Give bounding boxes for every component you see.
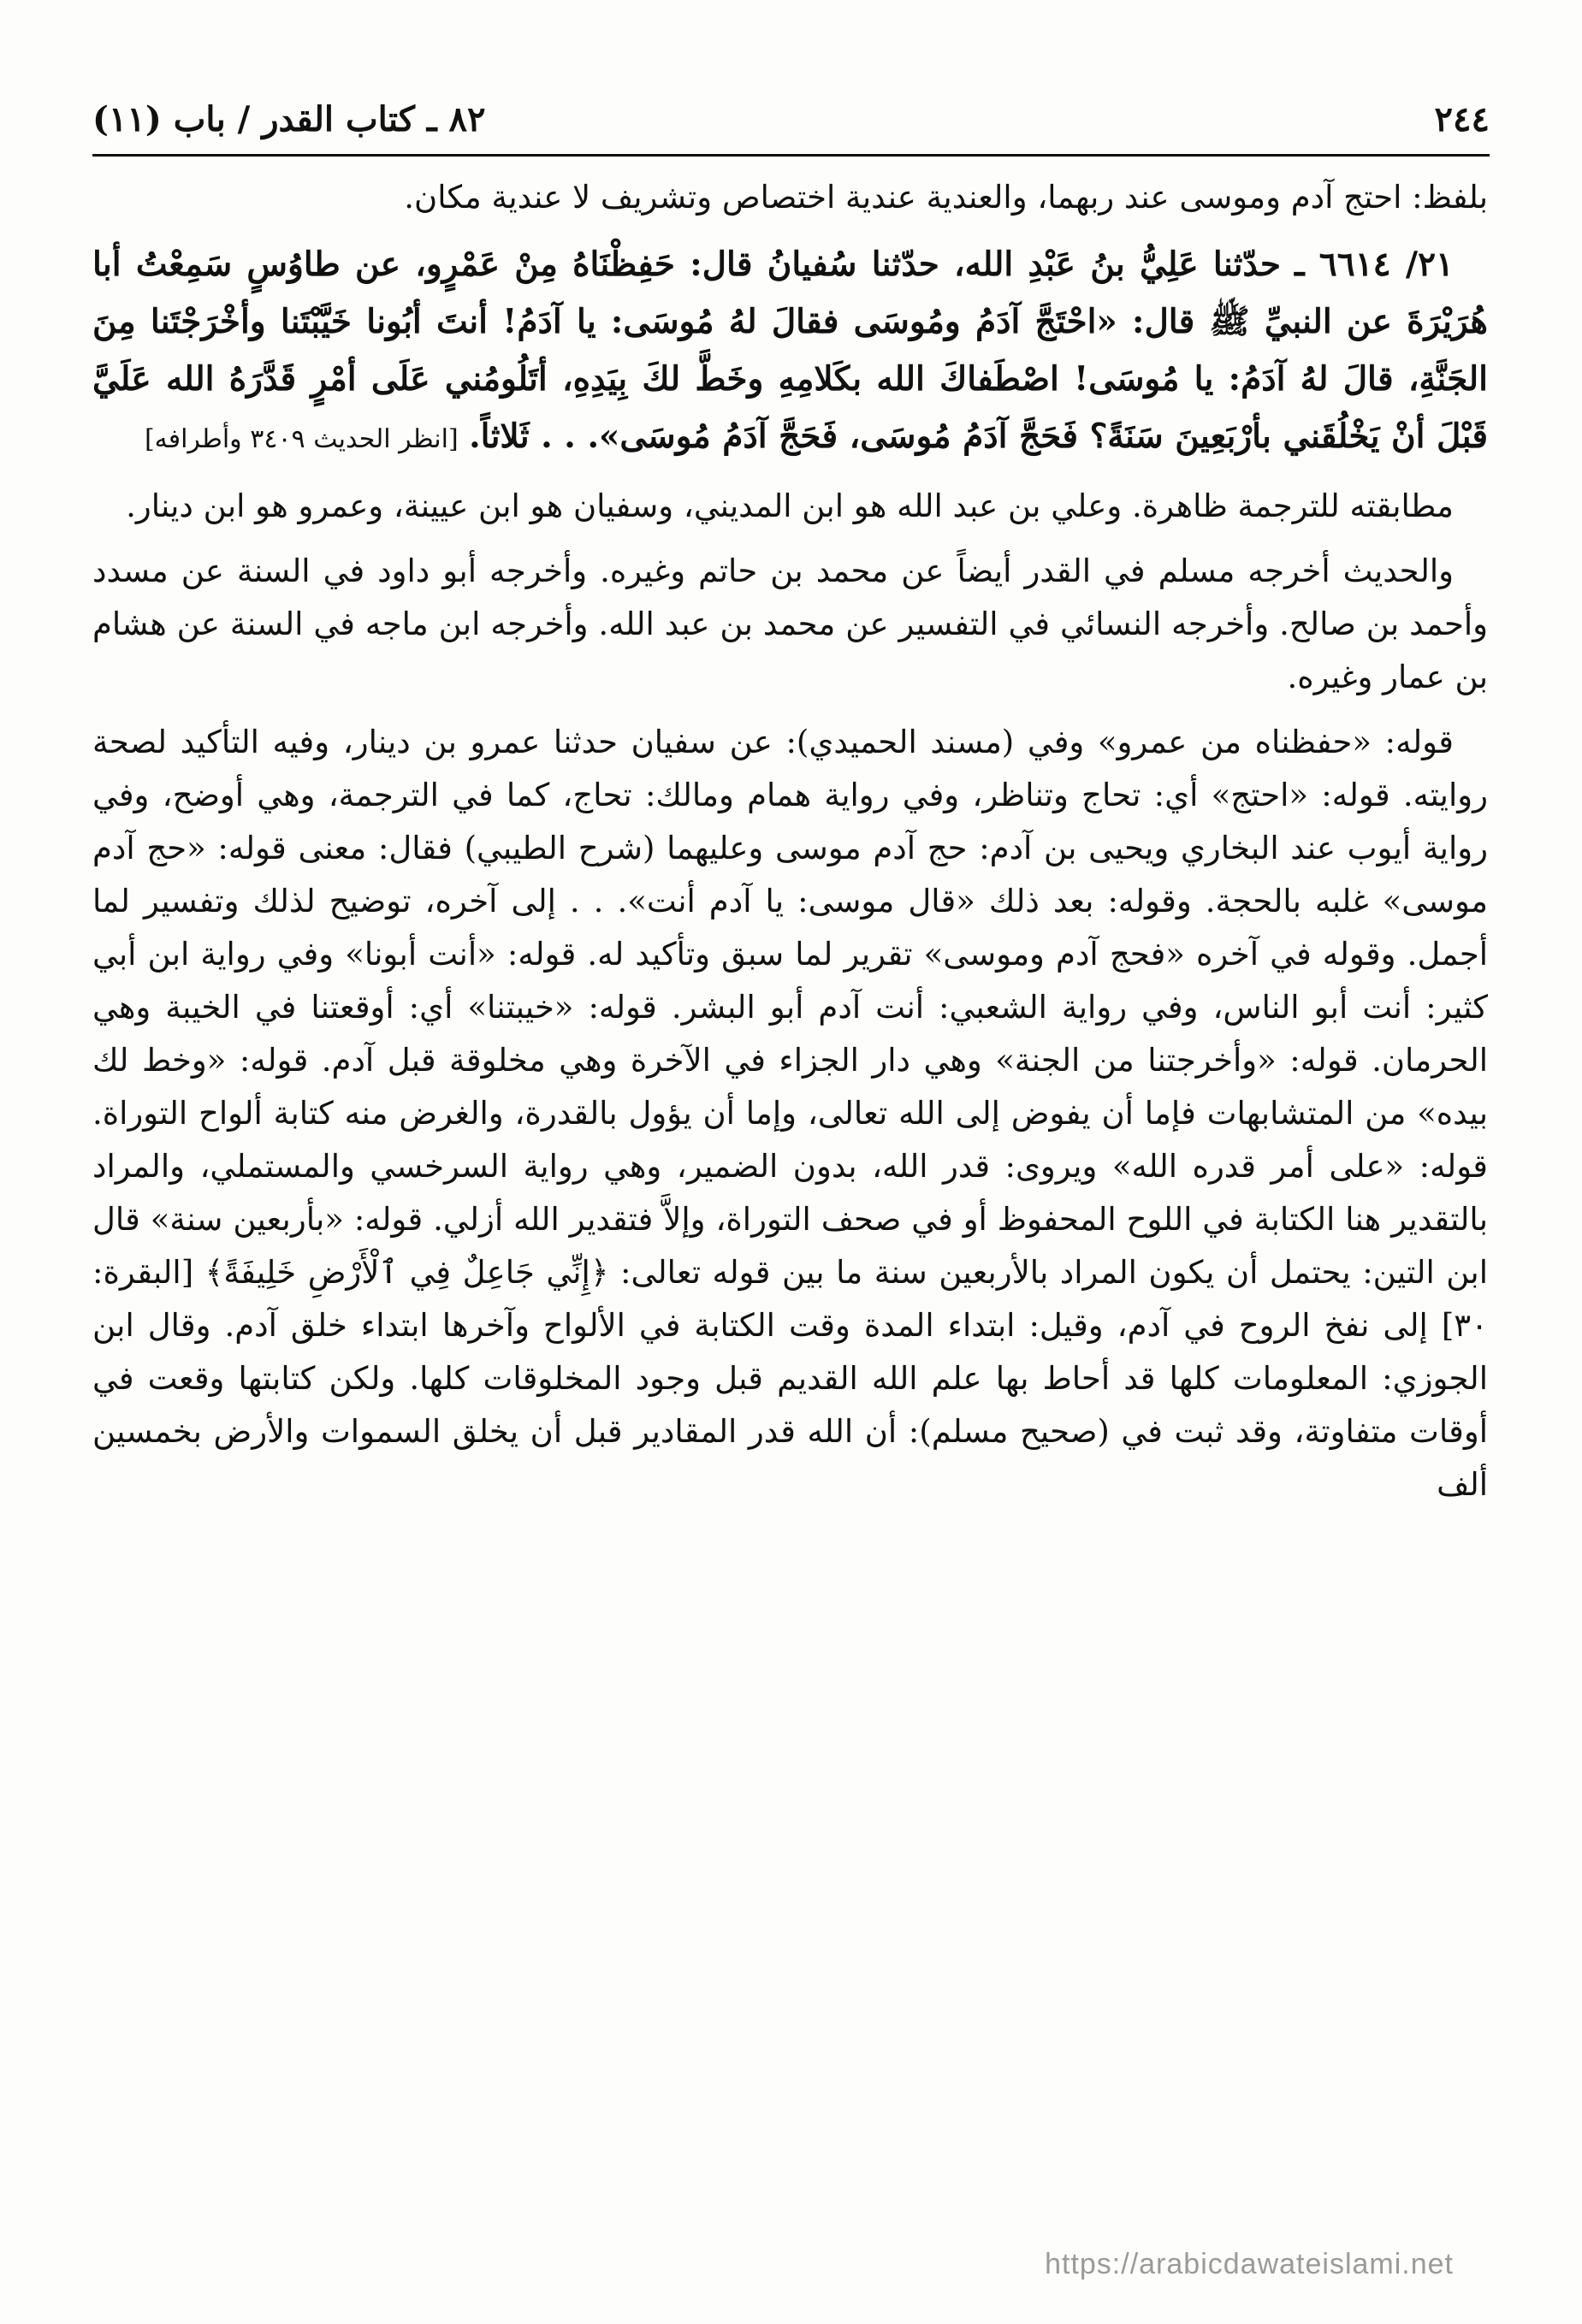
hadith-text: حدّثنا عَلِيُّ بنُ عَبْدِ الله، حدّثنا سُفيانُ قال: حَفِظْنَاهُ مِنْ عَمْرٍو، عن طاوُسٍ سَمِعْتُ أبا هُرَيْرَةَ عن النبيِّ ﷺ قال: «احْتَجَّ آدَمُ ومُوسَى فقالَ لهُ مُوسَى: يا آدَمُ! أنتَ أبُونا خَيَّبْتَنا وأخْرَجْتَنا مِنَ الجَنَّةِ، قالَ لهُ آدَمُ: يا مُوسَى! اصْطَفاكَ الله بكَلامِهِ وخَطَّ لكَ بِيَدِهِ، أتَلُومُني عَلَى أمْرٍ قَدَّرَهُ الله عَلَيَّ قَبْلَ أنْ يَخْلُقَني بأرْبَعِينَ سَنَةً؟ فَحَجَّ آدَمُ مُوسَى، فَحَجَّ آدَمُ مُوسَى». . . ثَلاثاً. (92, 245, 1488, 456)
page-body (92, 171, 1488, 2230)
watermark-url: https://arabicdawateislami.net (1045, 2248, 1454, 2280)
paragraph-commentary-1: مطابقته للترجمة ظاهرة. وعلي بن عبد الله هو ابن المديني، وسفيان هو ابن عيينة، وعمرو هو ابن دينار. (126, 488, 1454, 524)
header-divider (92, 154, 1490, 157)
paragraph-commentary-3: قوله: «حفظناه من عمرو» وفي (مسند الحميدي): عن سفيان حدثنا عمرو بن دينار، وفيه التأكيد لصحة روايته. قوله: «احتج» أي: تحاج وتناظر، وفي رواية همام ومالك: تحاج، كما في الترجمة، وهي أوضح، وفي رواية أيوب عند البخاري ويحيى بن آدم: حج آدم موسى وعليهما (شرح الطيبي) فقال: معنى قوله: «حج آدم موسى» غلبه بالحجة. وقوله: بعد ذلك «قال موسى: يا آدم أنت». . . إلى آخره، توضيح لذلك وتفسير لما أجمل. وقوله في آخره «فحج آدم وموسى» تقرير لما سبق وتأكيد له. قوله: «أنت أبونا» وفي رواية ابن أبي كثير: أنت أبو الناس، وفي رواية الشعبي: أنت آدم أبو البشر. قوله: «خيبتنا» أي: أوقعتنا في الخيبة وهي الحرمان. قوله: «وأخرجتنا من الجنة» وهي دار الجزاء في الآخرة وهي مخلوقة قبل آدم. قوله: «وخط لك بيده» من المتشابهات فإما أن يفوض إلى الله تعالى، وإما أن يؤول بالقدرة، والغرض منه كتابة ألواح التوراة. قوله: «على أمر قدره الله» ويروى: قدر الله، بدون الضمير، وهي رواية السرخسي والمستملي، والمراد بالتقدير هنا الكتابة في اللوح المحفوظ أو في صحف التوراة، وإلاَّ فتقدير الله أزلي. قوله: «بأربعين سنة» قال ابن التين: يحتمل أن يكون المراد بالأربعين سنة ما بين قوله تعالى: ﴿إِنِّي جَاعِلٌ فِي ٱلْأَرْضِ خَلِيفَةً﴾ [البقرة: ٣٠] إلى نفخ الروح في آدم، وقيل: ابتداء المدة وقت الكتابة في الألواح وآخرها ابتداء خلق آدم. وقال ابن الجوزي: المعلومات كلها قد أحاط بها علم الله القديم قبل وجود المخلوقات كلها. ولكن كتابتها وقعت في أوقات متفاوتة، وقد ثبت في (صحيح مسلم): أن الله قدر المقادير قبل أن يخلق السموات والأرض بخمسين ألف (92, 724, 1488, 1503)
hadith-block (92, 236, 1488, 468)
hadith-number: ٢١/ ٦٦١٤ ـ (1295, 245, 1454, 284)
paragraph-intro: بلفظ: احتج آدم وموسى عند ربهما، والعندية عندية اختصاص وتشريف لا عندية مكان. (404, 179, 1488, 216)
paragraph-commentary-2: والحديث أخرجه مسلم في القدر أيضاً عن محمد بن حاتم وغيره. وأخرجه أبو داود في السنة عن مسدد وأحمد بن صالح. وأخرجه النسائي في التفسير عن محمد بن عبد الله. وأخرجه ابن ماجه في السنة عن هشام بن عمار وغيره. (92, 553, 1488, 695)
hadith-reference: [انظر الحديث ٣٤٠٩ وأطرافه] (144, 424, 459, 454)
page-header (92, 92, 1490, 145)
running-title: ٨٢ ـ كتاب القدر / باب (١١) (92, 98, 486, 139)
page-number: ٢٤٤ (1434, 98, 1490, 139)
